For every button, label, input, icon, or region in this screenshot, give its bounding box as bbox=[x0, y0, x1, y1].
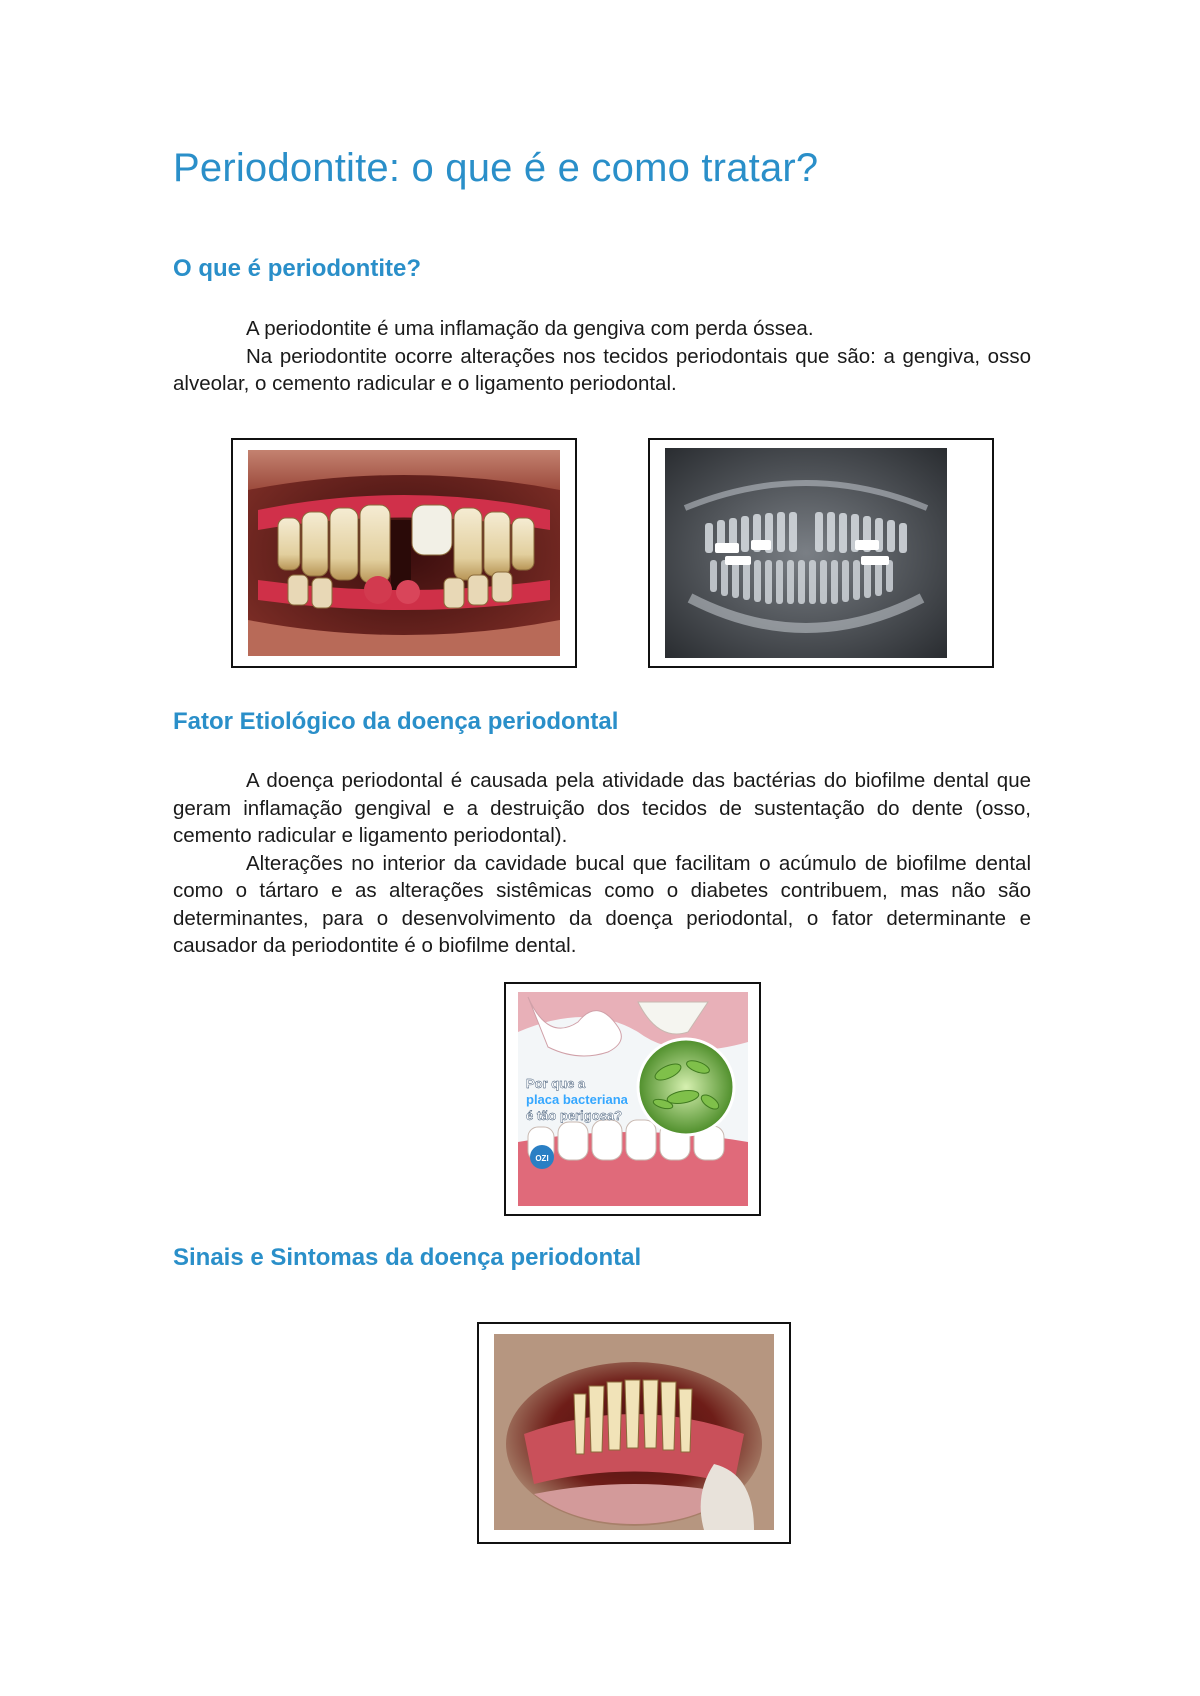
page-title: Periodontite: o que é e como tratar? bbox=[173, 146, 819, 190]
section-heading-etiology: Fator Etiológico da doença periodontal bbox=[173, 708, 619, 735]
receding-gums-photo-icon bbox=[494, 1334, 774, 1530]
svg-text:OZI: OZI bbox=[535, 1154, 549, 1163]
section-etiology-body bbox=[173, 767, 1031, 960]
plaque-graphic-frame bbox=[504, 982, 761, 1216]
teeth-photo-frame bbox=[231, 438, 577, 668]
inflamed-gums-photo-icon bbox=[248, 450, 560, 656]
section-heading-what-is: O que é periodontite? bbox=[173, 255, 422, 282]
svg-text:é tão perigosa?: é tão perigosa? bbox=[526, 1108, 623, 1123]
bacterial-plaque-illustration-icon bbox=[518, 992, 748, 1206]
paragraph: Alterações no interior da cavidade bucal que facilitam o acúmulo de biofilme dental como o tártaro e as alterações sistêmicas como o diabetes contribuem, mas não são determinantes, para o desenvolvimento da doença periodontal, o fator determinante e causador da periodontite é o biofilme dental. bbox=[173, 851, 1031, 957]
svg-text:Por que a: Por que a bbox=[526, 1076, 586, 1091]
panoramic-xray-icon bbox=[665, 448, 947, 658]
paragraph: A doença periodontal é causada pela atividade das bactérias do biofilme dental que geram inflamação gengival e a destruição dos tecidos de sustentação do dente (osso, cemento radicular e ligamento periodontal). bbox=[173, 769, 1031, 847]
paragraph: Na periodontite ocorre alterações nos tecidos periodontais que são: a gengiva, osso alveolar, o cemento radicular e o ligamento periodontal. bbox=[173, 344, 1031, 395]
section-what-is-body bbox=[173, 315, 1031, 398]
section-heading-symptoms: Sinais e Sintomas da doença periodontal bbox=[173, 1244, 642, 1271]
svg-text:placa bacteriana: placa bacteriana bbox=[526, 1092, 628, 1107]
xray-frame bbox=[648, 438, 994, 668]
paragraph: A periodontite é uma inflamação da gengiva com perda óssea. bbox=[246, 317, 814, 340]
lower-teeth-photo-frame bbox=[477, 1322, 791, 1544]
